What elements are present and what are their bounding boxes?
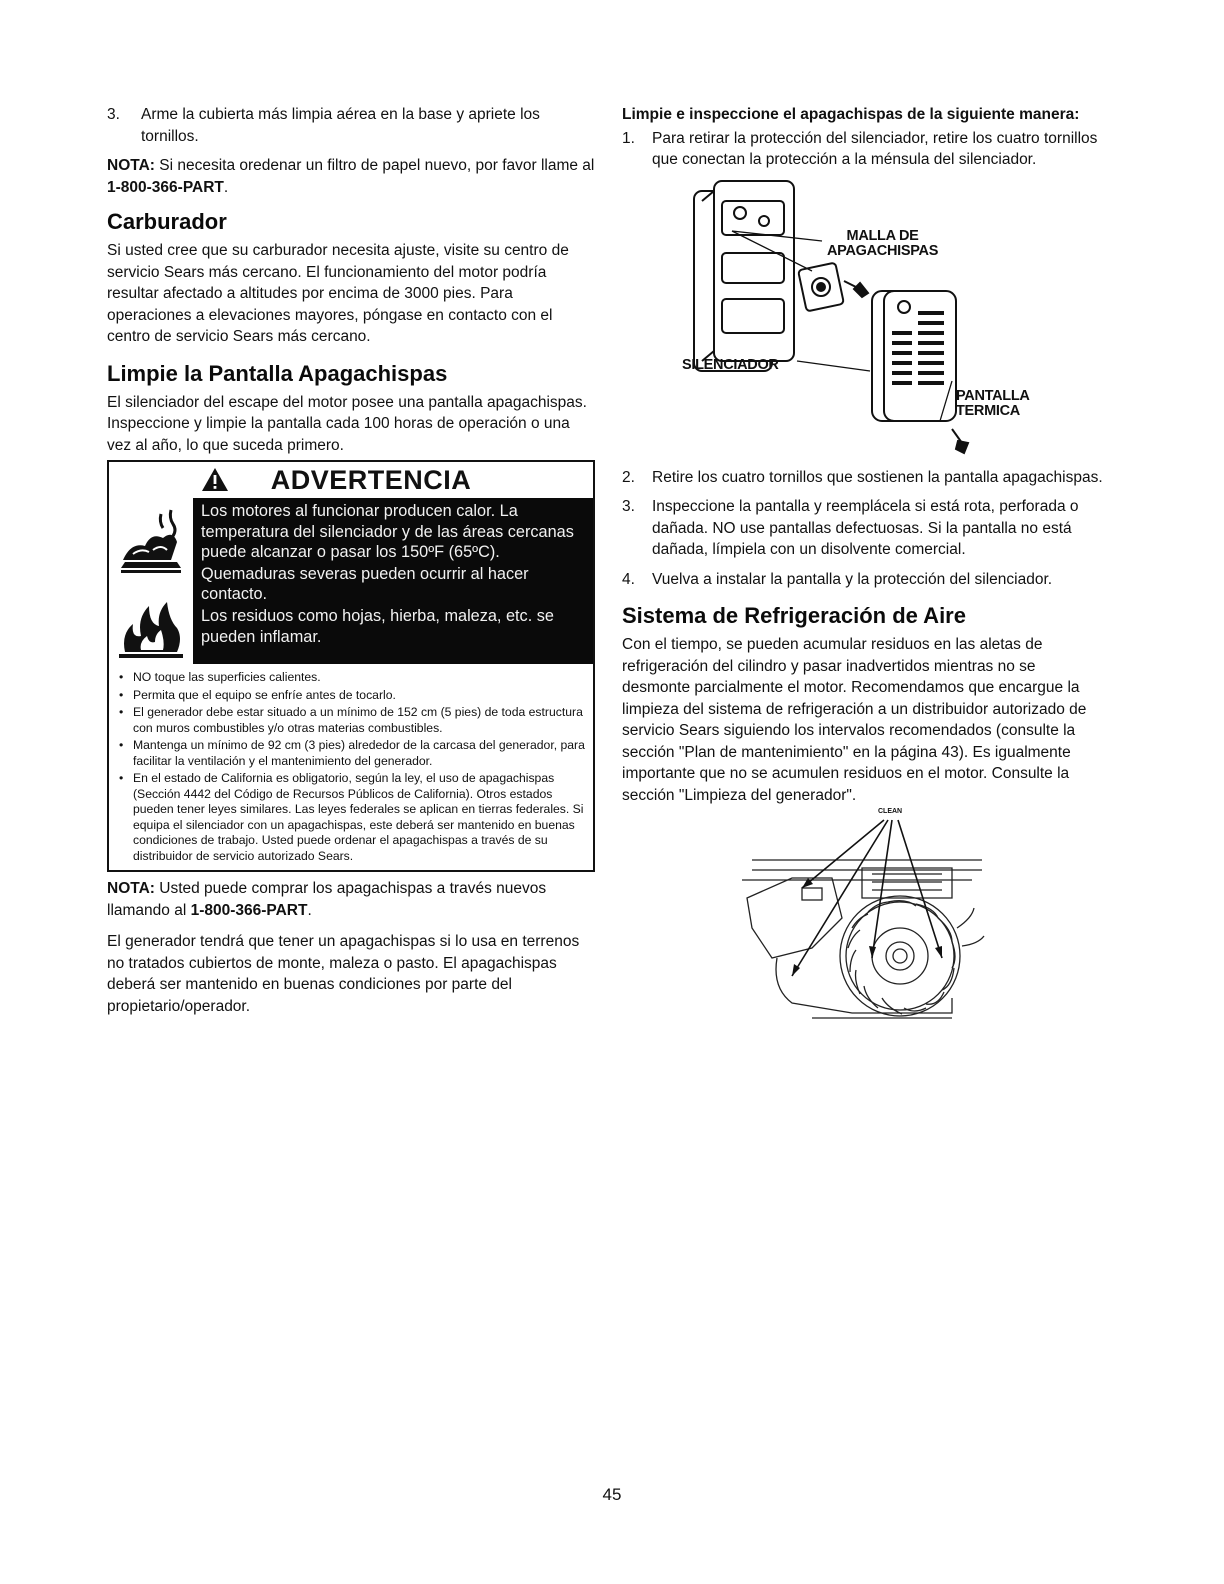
phone-number: 1-800-366-PART <box>107 178 224 196</box>
pantalla-text: El silenciador del escape del motor posee una pantalla apagachispas. Inspeccione y limpie la pantalla cada 100 horas de operación o una vez al año, lo que suceda primero. <box>107 393 587 454</box>
hazard-line-debris: Los residuos como hojas, hierba, maleza, etc. se pueden inflamar. <box>201 606 554 646</box>
note-label: NOTA: <box>107 157 155 174</box>
warning-bullet-list <box>109 664 593 870</box>
note-text: Usted puede comprar los apagachispas a través nuevos llamando al <box>107 880 547 919</box>
engine-diagram <box>622 808 1107 1038</box>
step-text: Vuelva a instalar la pantalla y la protección del silenciador. <box>652 570 1053 588</box>
label-malla-line2: APAGACHISPAS <box>827 242 939 259</box>
label-pantalla-line1: PANTALLA <box>956 387 1030 404</box>
warning-title: ADVERTENCIA <box>270 465 472 495</box>
step-4 <box>622 569 1107 591</box>
hazard-line-heat: Los motores al funcionar producen calor. La temperatura del silenciador y de las áreas cercanas puede alcanzar o pasar los 150ºF (65ºC). <box>201 502 574 562</box>
cooling-heading: Sistema de Refrigeración de Aire <box>622 603 966 628</box>
step-2 <box>622 467 1107 489</box>
warning-title-bar <box>109 462 593 498</box>
cleaning-subheading: Limpie e inspeccione el apagachispas de la siguiente manera: <box>622 106 1080 123</box>
warning-box <box>107 460 595 872</box>
step-number: 2. <box>622 468 635 486</box>
warning-hazard-text <box>193 498 593 664</box>
carburador-heading: Carburador <box>107 209 227 234</box>
muffler-diagram <box>622 171 1107 461</box>
step-text: Para retirar la protección del silenciador, retire los cuatro tornillos que conectan la protección a la ménsula del silenciador. <box>652 129 1098 168</box>
warning-triangle-icon <box>201 467 229 492</box>
page-number: 45 <box>602 1485 622 1504</box>
item-text: Arme la cubierta más limpia aérea en la base y apriete los tornillos. <box>141 106 540 145</box>
step-text: Inspeccione la pantalla y reemplácela si está rota, perforada o dañada. NO use pantallas defectuosas. Si la pantalla no está dañada, límpiela con un disolvente comercial. <box>652 498 1079 558</box>
note-paper-filter <box>107 155 595 198</box>
warning-icons <box>109 498 193 664</box>
carburador-text: Si usted cree que su carburador necesita ajuste, visite su centro de servicio Sears más cercano. El funcionamiento del motor podría resultar afectado a altitudes por encima de 3000 pies. Para operaciones a elevaciones mayores, póngase en contacto con el centro de servicio Sears más cercano. <box>107 242 569 345</box>
muffler-illustration <box>622 171 1107 461</box>
fire-icon <box>111 584 191 664</box>
cooling-text: Con el tiempo, se pueden acumular residuos en las aletas de refrigeración del cilindro y pasar inadvertidos mientras no se desmonte parcialmente el motor. Recomendamos que encargue la limpieza del sistema de refrigeración a un distribuidor autorizado de servicio Sears siguiendo los intervalos recomendados (consulte la sección "Plan de mantenimiento" en la página 43). Es igualmente importante que no se acumulen residuos en el motor. Consulte la sección "Limpieza del generador". <box>622 636 1087 804</box>
warning-hazard-panel <box>109 498 593 664</box>
left-column <box>107 104 595 1017</box>
hazard-line-burns: Quemaduras severas pueden ocurrir al hacer contacto. <box>201 564 529 604</box>
warning-bullet: • NO toque las superficies calientes. <box>119 670 587 686</box>
item-number: 3. <box>107 106 120 123</box>
warning-bullet: • El generador debe estar situado a un mínimo de 152 cm (5 pies) de toda estructura con muros combustibles y/o otras materias combustibles. <box>119 705 587 736</box>
step-number: 1. <box>622 129 635 147</box>
note-text: Si necesita oredenar un filtro de papel nuevo, por favor llame al <box>154 157 595 174</box>
list-item-3 <box>107 104 595 147</box>
note-end: . <box>223 178 229 196</box>
step-number: 3. <box>622 498 635 515</box>
step-1 <box>622 128 1107 171</box>
phone-number: 1-800-366-PART <box>190 901 308 919</box>
warning-bullet: • En el estado de California es obligatorio, según la ley, el uso de apagachispas (Sección 4442 del Código de Recursos Públicos de California). Otros estados pueden tener leyes similares. Las leyes federales se aplican en tierras federales. Si equipa el silenciador con un apagachispas, este deberá ser mantenido en buenas condiciones de trabajo. Usted puede ordenar el apagachispas a través de su distribuidor de servicio autorizado Sears. <box>119 771 587 864</box>
right-column <box>622 104 1107 1038</box>
label-malla <box>827 229 938 259</box>
step-number: 4. <box>622 570 635 588</box>
label-pantalla <box>956 389 1030 419</box>
step-3 <box>622 496 1107 561</box>
step-text: Retire los cuatro tornillos que sostienen la pantalla apagachispas. <box>652 468 1103 486</box>
note-label: NOTA: <box>107 880 155 897</box>
note-end: . <box>307 901 312 919</box>
final-paragraph: El generador tendrá que tener un apagachispas si lo usa en terrenos no tratados cubiertos de monte, maleza o pasto. El apagachispas deberá ser mantenido en buenas condiciones por parte del propietario/operador. <box>107 933 580 1015</box>
hot-surface-icon <box>111 502 191 582</box>
pantalla-heading: Limpie la Pantalla Apagachispas <box>107 360 448 386</box>
warning-bullet: • Mantenga un mínimo de 92 cm (3 pies) alrededor de la carcasa del generador, para facilitar la ventilación y el mantenimiento del generador. <box>119 738 587 769</box>
label-silenciador: SILENCIADOR <box>682 356 779 373</box>
label-pantalla-line2: TERMICA <box>956 402 1020 419</box>
engine-illustration <box>622 808 1107 1038</box>
note-purchase <box>107 878 595 921</box>
clean-label: CLEAN <box>878 808 903 815</box>
label-malla-line1: MALLA DE <box>846 227 919 244</box>
warning-bullet: • Permita que el equipo se enfríe antes de tocarlo. <box>119 688 587 704</box>
